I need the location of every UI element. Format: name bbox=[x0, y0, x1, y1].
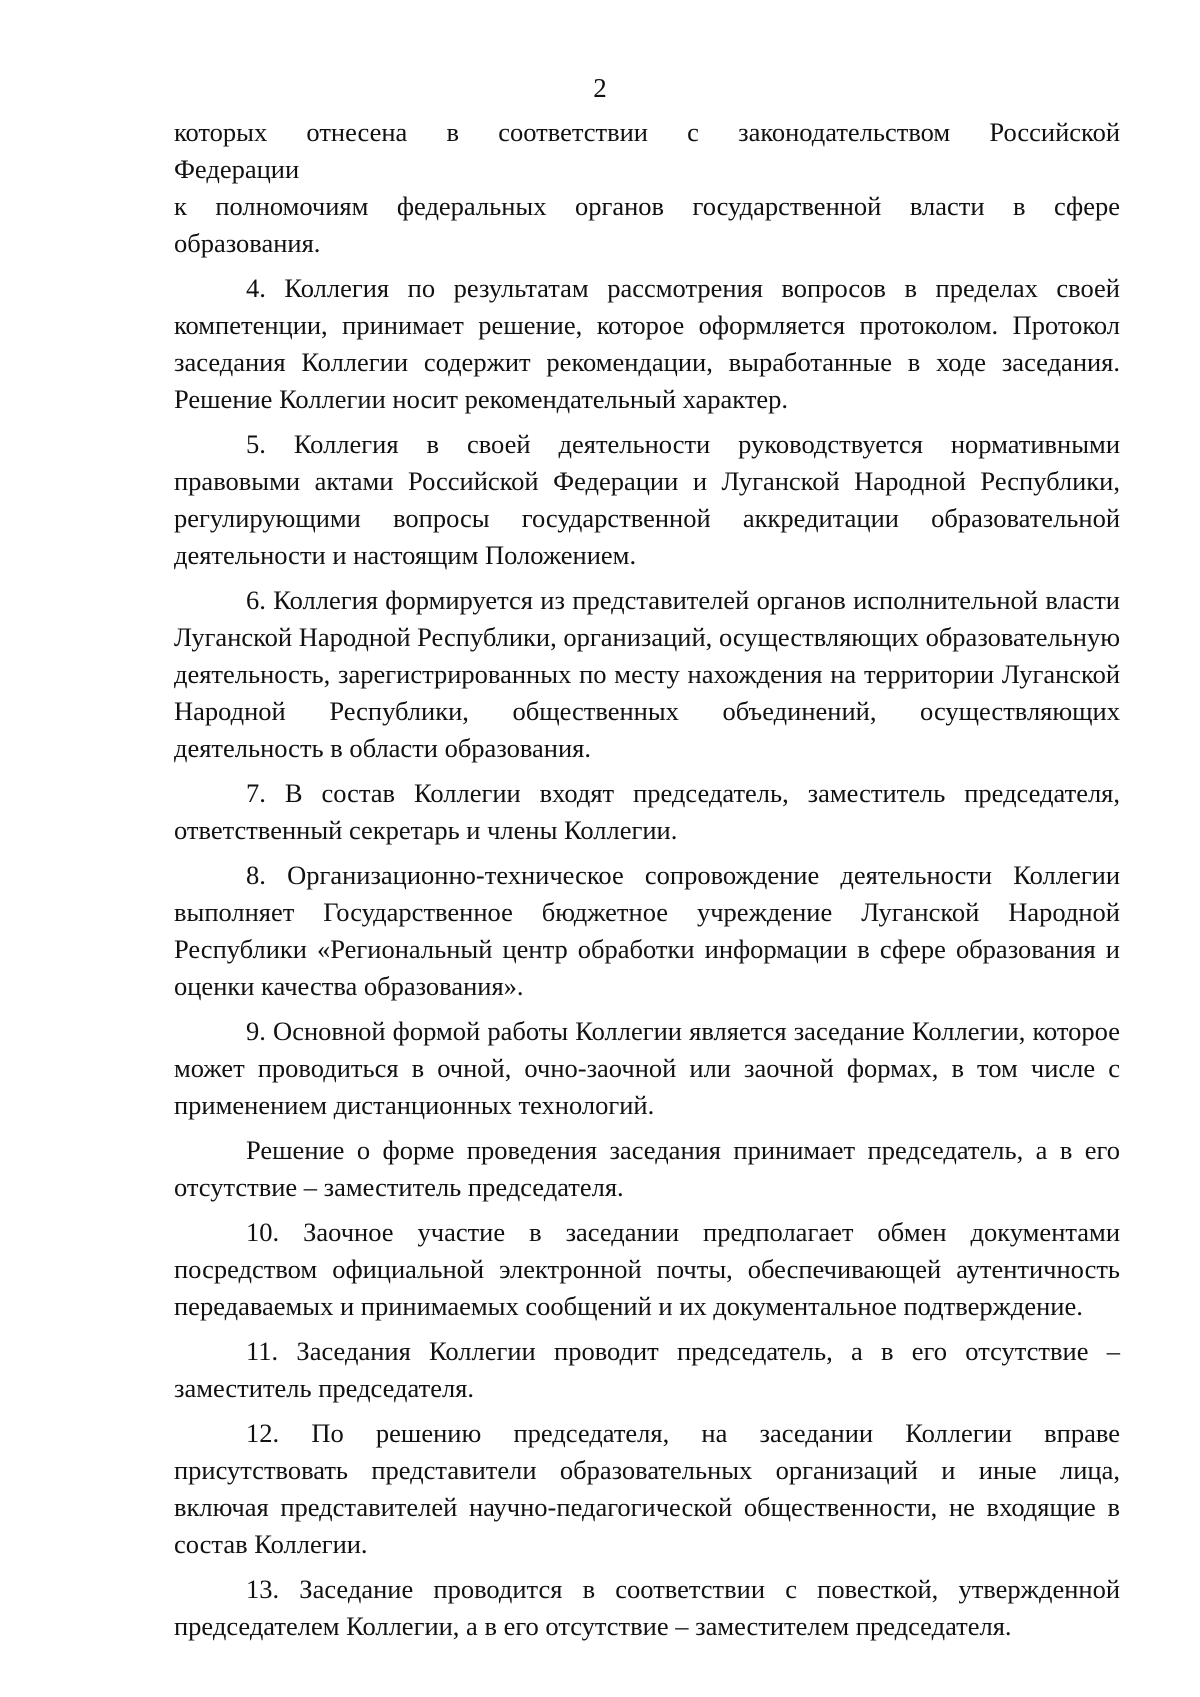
paragraph-11: 11. Заседания Коллегии проводит председатель, а в его отсутствие – заместитель председателя. bbox=[174, 1336, 1120, 1403]
paragraph-12: 12. По решению председателя, на заседании Коллегии вправе присутствовать представители образовательных организаций и иные лица, включая представителей научно-педагогической общественности, не входящие в состав Коллегии. bbox=[174, 1418, 1120, 1559]
intro-line-1: которых отнесена в соответствии с законодательством Российской bbox=[174, 117, 1120, 147]
paragraph-13: 13. Заседание проводится в соответствии с повесткой, утвержденной председателем Коллегии, а в его отсутствие – заместителем председателя. bbox=[174, 1574, 1120, 1641]
intro-line-3: к полномочиям федеральных органов государственной власти в сфере bbox=[174, 191, 1120, 221]
document-body bbox=[174, 114, 1120, 1653]
intro-line-4: образования. bbox=[174, 228, 321, 258]
paragraph-8: 8. Организационно-техническое сопровождение деятельности Коллегии выполняет Государственное бюджетное учреждение Луганской Народной Республики «Региональный центр обработки информации в сфере образования и оценки качества образования». bbox=[174, 860, 1120, 1001]
paragraph-6: 6. Коллегия формируется из представителей органов исполнительной власти Луганской Народной Республики, организаций, осуществляющих образовательную деятельность, зарегистрированных по месту нахождения на территории Луганской Народной Республики, общественных объединений, осуществляющих деятельность в области образования. bbox=[174, 585, 1120, 763]
paragraph-9: 9. Основной формой работы Коллегии является заседание Коллегии, которое может проводиться в очной, очно-заочной или заочной формах, в том числе с применением дистанционных технологий. bbox=[174, 1016, 1120, 1120]
intro-line-2: Федерации bbox=[174, 154, 300, 184]
paragraph-5: 5. Коллегия в своей деятельности руководствуется нормативными правовыми актами Российской Федерации и Луганской Народной Республики, регулирующими вопросы государственной аккредитации образовательной деятельности и настоящим Положением. bbox=[174, 429, 1120, 570]
page-number: 2 bbox=[593, 73, 607, 103]
paragraph-4: 4. Коллегия по результатам рассмотрения вопросов в пределах своей компетенции, принимает решение, которое оформляется протоколом. Протокол заседания Коллегии содержит рекомендации, выработанные в ходе заседания. Решение Коллегии носит рекомендательный характер. bbox=[174, 273, 1120, 414]
paragraph-7: 7. В состав Коллегии входят председатель, заместитель председателя, ответственный секретарь и члены Коллегии. bbox=[174, 778, 1120, 845]
paragraph-10: 10. Заочное участие в заседании предполагает обмен документами посредством официальной электронной почты, обеспечивающей аутентичность передаваемых и принимаемых сообщений и их документальное подтверждение. bbox=[174, 1217, 1120, 1321]
paragraph-9-continuation: Решение о форме проведения заседания принимает председатель, а в его отсутствие – заместитель председателя. bbox=[174, 1135, 1120, 1202]
